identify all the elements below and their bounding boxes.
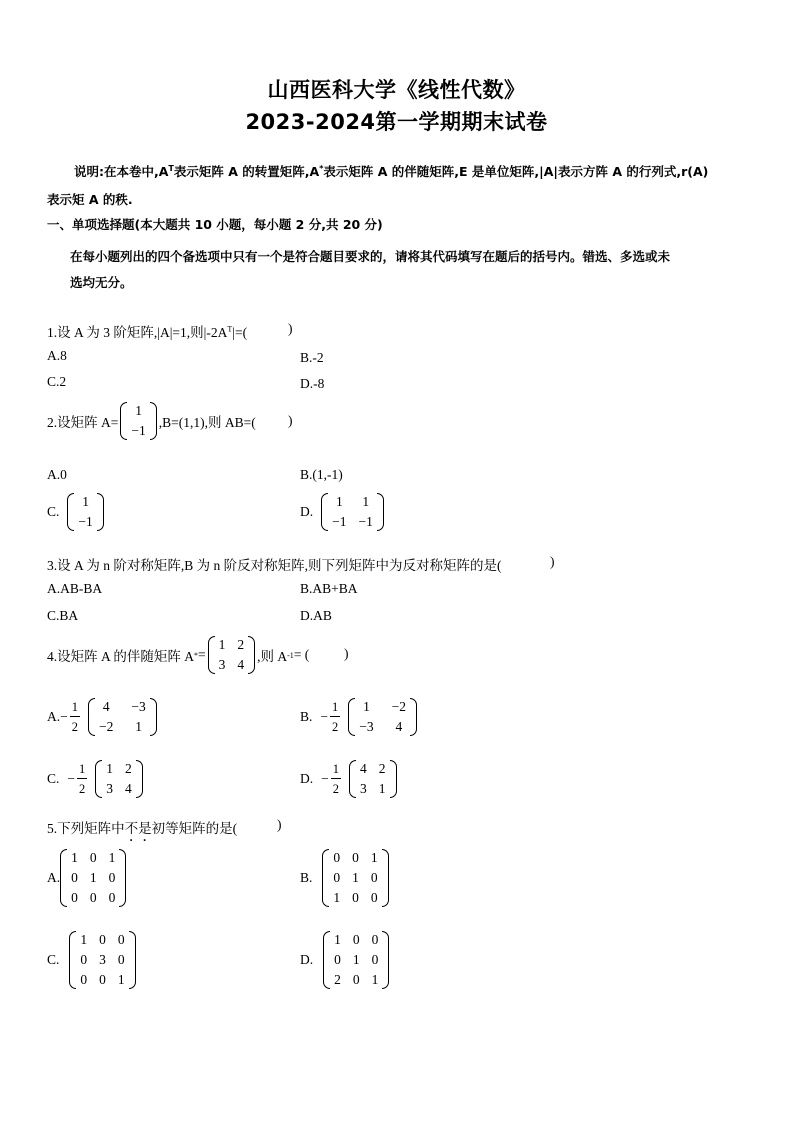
question-5-blank-close: ) [277,817,282,832]
section-description-line1: 在每小题列出的四个备选项中只有一个是符合题目要求的，请将其代码填写在题后的括号内。错选、多选或未 [70,249,671,264]
question-2-stem: 2.设矩阵 A= 1 −1 ,B=(1,1),则 AB=( [47,403,256,438]
emphasis-is: 是 [138,821,152,836]
question-5-stem: 5.下列矩阵中不是初等矩阵的是( [47,821,238,836]
question-4-option-d: D. − $\frac{1}{2}$ 4 2 3 1 [300,760,399,798]
fraction: $\frac{1}{2}$ [332,762,339,796]
question-3-option-a: A.AB-BA [47,581,103,596]
exam-subtitle: 2023-2024第一学期期末试卷 [245,110,548,134]
right-paren-icon [390,760,397,798]
section-heading: 一、单项选择题(本大题共 10 小题，每小题 2 分,共 20 分) [47,217,383,232]
question-4-stem: 4.设矩阵 A 的伴随矩阵 A * = 1 2 3 4 ,则 A -1 = ( [47,637,310,672]
question-3-blank-close: ) [550,554,555,569]
exam-title: 山西医科大学《线性代数》 [267,78,526,102]
right-paren-icon [136,760,143,798]
left-paren-icon [88,698,95,736]
question-2-option-d: D. 1 1 −1 −1 [300,493,386,531]
right-paren-icon [410,698,417,736]
adjoint-matrix: 1 2 3 4 [208,636,256,674]
question-1-option-a: A.8 [47,348,67,363]
question-3-stem: 3.设 A 为 n 阶对称矩阵,B 为 n 阶反对称矩阵,则下列矩阵中为反对称矩阵的是( [47,558,502,573]
left-paren-icon [67,493,74,531]
matrix-a: 1 −1 [120,402,156,440]
question-5-option-d: D. 1 0 0 0 1 0 2 0 1 [300,931,391,989]
question-4-option-b: B. − $\frac{1}{2}$ 1 −2 −3 4 [300,698,419,736]
question-5-option-c: C. 1 0 0 0 3 0 0 0 1 [47,931,138,989]
left-paren-icon [69,931,76,989]
fraction: $\frac{1}{2}$ [79,762,86,796]
left-paren-icon [348,698,355,736]
right-paren-icon [119,849,126,907]
option-matrix: 1 0 0 0 3 0 0 0 1 [69,931,135,989]
question-1-stem: 1.设 A 为 3 阶矩阵,|A|=1,则$|-2A^T|=$( [47,324,248,340]
option-matrix: 1 −2 −3 4 [348,698,417,736]
left-paren-icon [95,760,102,798]
question-2-option-a: A.0 [47,467,67,482]
question-2-option-b: B.(1,-1) [300,467,343,482]
option-matrix: 0 0 1 0 1 0 1 0 0 [322,849,388,907]
question-3-option-b: B.AB+BA [300,581,358,596]
instructions-line2: 表示矩 A 的秩. [47,192,133,207]
question-4-option-c: C. − $\frac{1}{2}$ 1 2 3 4 [47,760,145,798]
left-paren-icon [208,636,215,674]
fraction: $\frac{1}{2}$ [71,700,78,734]
option-matrix: 1 0 1 0 1 0 0 0 0 [60,849,126,907]
left-paren-icon [322,849,329,907]
question-1-blank-close: ) [288,321,293,336]
question-3-option-c: C.BA [47,608,79,623]
left-paren-icon [120,402,127,440]
right-paren-icon [377,493,384,531]
right-paren-icon [382,931,389,989]
question-5-option-a: A. 1 0 1 0 1 0 0 0 0 [47,849,128,907]
fraction: $\frac{1}{2}$ [332,700,339,734]
option-matrix: 1 −1 [67,493,103,531]
question-2-option-c: C. 1 −1 [47,493,106,531]
right-paren-icon [150,698,157,736]
option-matrix: 4 −3 −2 1 [88,698,157,736]
left-paren-icon [323,931,330,989]
question-1-option-b: B.-2 [300,350,324,365]
question-2-blank-close: ) [288,413,293,428]
left-paren-icon [349,760,356,798]
option-matrix: 1 2 3 4 [95,760,143,798]
right-paren-icon [248,636,255,674]
question-3-option-d: D.AB [300,608,332,623]
emphasis-not: 不 [124,821,139,836]
right-paren-icon [150,402,157,440]
question-4-option-a: A. − $\frac{1}{2}$ 4 −3 −2 1 [47,698,159,736]
question-5-option-b: B. 0 0 1 0 1 0 1 0 0 [300,849,391,907]
question-4-blank-close: ) [344,646,349,661]
left-paren-icon [321,493,328,531]
left-paren-icon [60,849,67,907]
instructions-line1: 说明:在本卷中$,A^T$表示矩阵 A 的转置矩阵,A*表示矩阵 A 的伴随矩阵,E 是单位矩阵,|A|表示方阵 A 的行列式,r(A) [74,163,709,179]
option-matrix: 1 0 0 0 1 0 2 0 1 [323,931,389,989]
right-paren-icon [129,931,136,989]
right-paren-icon [382,849,389,907]
question-1-option-c: C.2 [47,374,67,389]
option-matrix: 4 2 3 1 [349,760,397,798]
right-paren-icon [97,493,104,531]
section-description-line2: 选均无分。 [70,275,133,290]
option-matrix: 1 1 −1 −1 [321,493,384,531]
question-1-option-d: D.-8 [300,376,325,391]
